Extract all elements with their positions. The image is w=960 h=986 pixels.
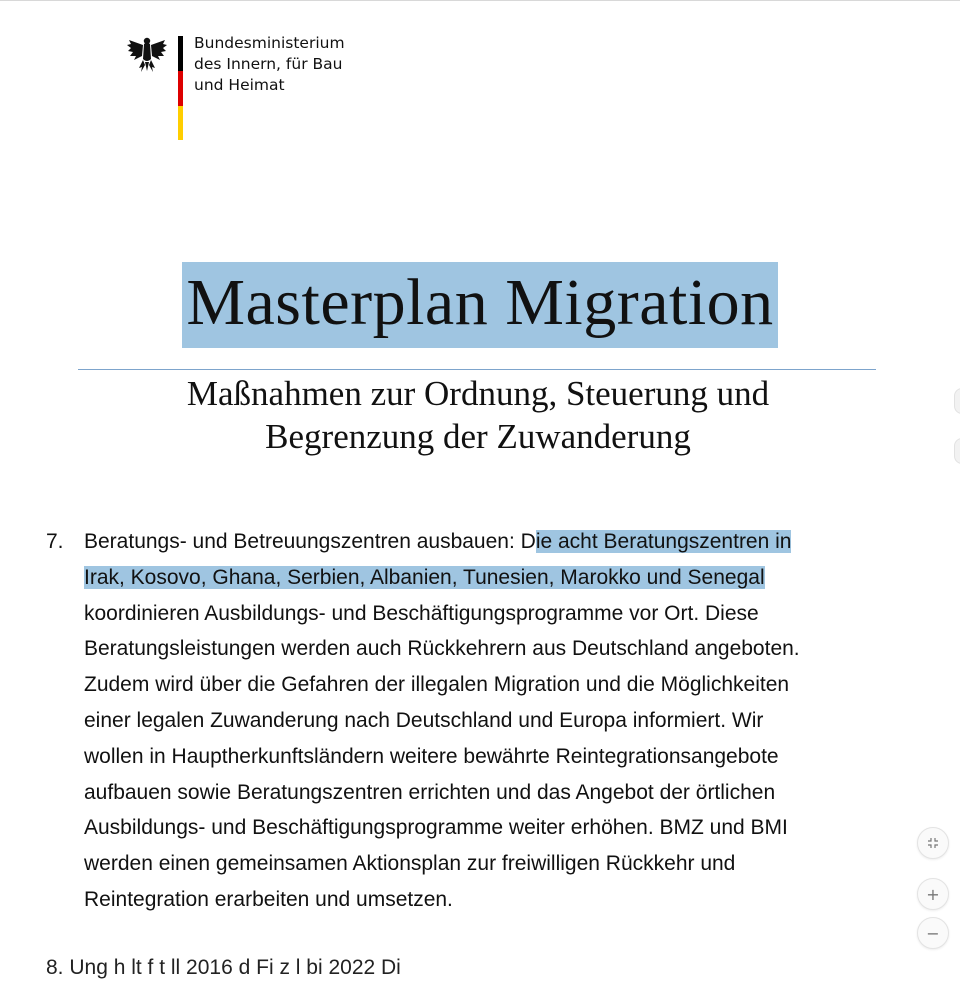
subtitle-line-1[interactable]: Maßnahmen zur Ordnung, Steuerung und xyxy=(186,374,770,413)
ministry-name xyxy=(194,33,374,96)
list-item-number: 7. xyxy=(46,530,64,553)
text-line: werden einen gemeinsamen Aktionsplan zur freiwilligen Rückkehr und xyxy=(84,852,736,876)
german-flag-bar xyxy=(178,36,183,140)
text-line: Ausbildungs- und Beschäftigungsprogramme weiter erhöhen. BMZ und BMI xyxy=(84,816,788,840)
zoom-in-button[interactable]: + xyxy=(917,878,949,910)
list-item-text[interactable] xyxy=(84,524,914,918)
federal-eagle-icon xyxy=(126,32,168,74)
document-subtitle xyxy=(0,372,956,458)
ministry-line-2: des Innern, für Bau xyxy=(194,55,343,73)
text-line: einer legalen Zuwanderung nach Deutschland und Europa informiert. Wir xyxy=(84,708,764,732)
text-line: koordinieren Ausbildungs- und Beschäftigungsprogramme vor Ort. Diese xyxy=(84,601,759,625)
title-rule xyxy=(78,369,876,370)
fit-to-page-button[interactable] xyxy=(917,827,949,859)
text-line: Reintegration erarbeiten und umsetzen. xyxy=(84,887,453,911)
side-scroll-handle[interactable] xyxy=(954,438,960,464)
ministry-line-3: und Heimat xyxy=(194,76,285,94)
document-title[interactable]: Masterplan Migration xyxy=(182,262,777,348)
selected-text[interactable]: ie acht Beratungszentren in xyxy=(535,530,792,553)
next-list-item-cutoff: 8. Ung h lt f t ll 2016 d Fi z l bi 2022 Di xyxy=(46,956,401,979)
subtitle-line-2[interactable]: Begrenzung der Zuwanderung xyxy=(265,417,691,456)
title-container xyxy=(0,262,960,348)
selected-text[interactable]: Irak, Kosovo, Ghana, Serbien, Albanien, Tunesien, Marokko und Senegal xyxy=(84,565,765,589)
top-divider xyxy=(0,0,960,1)
ministry-line-1: Bundesministerium xyxy=(194,34,345,52)
text-line-1 xyxy=(84,524,914,560)
plain-text: Beratungs- und Betreuungszentren ausbauen: D xyxy=(84,530,536,553)
text-line: Zudem wird über die Gefahren der illegalen Migration und die Möglichkeiten xyxy=(84,673,790,697)
text-line: aufbauen sowie Beratungszentren errichten und das Angebot der örtlichen xyxy=(84,780,776,804)
text-line: Beratungsleistungen werden auch Rückkehrern aus Deutschland angeboten. xyxy=(84,637,800,661)
text-line: wollen in Hauptherkunftsländern weitere bewährte Reintegrationsangebote xyxy=(84,744,779,768)
side-scroll-handle[interactable] xyxy=(954,388,960,414)
fit-to-page-icon xyxy=(927,837,939,849)
zoom-out-button[interactable]: − xyxy=(917,917,949,949)
text-line-2 xyxy=(84,560,914,596)
